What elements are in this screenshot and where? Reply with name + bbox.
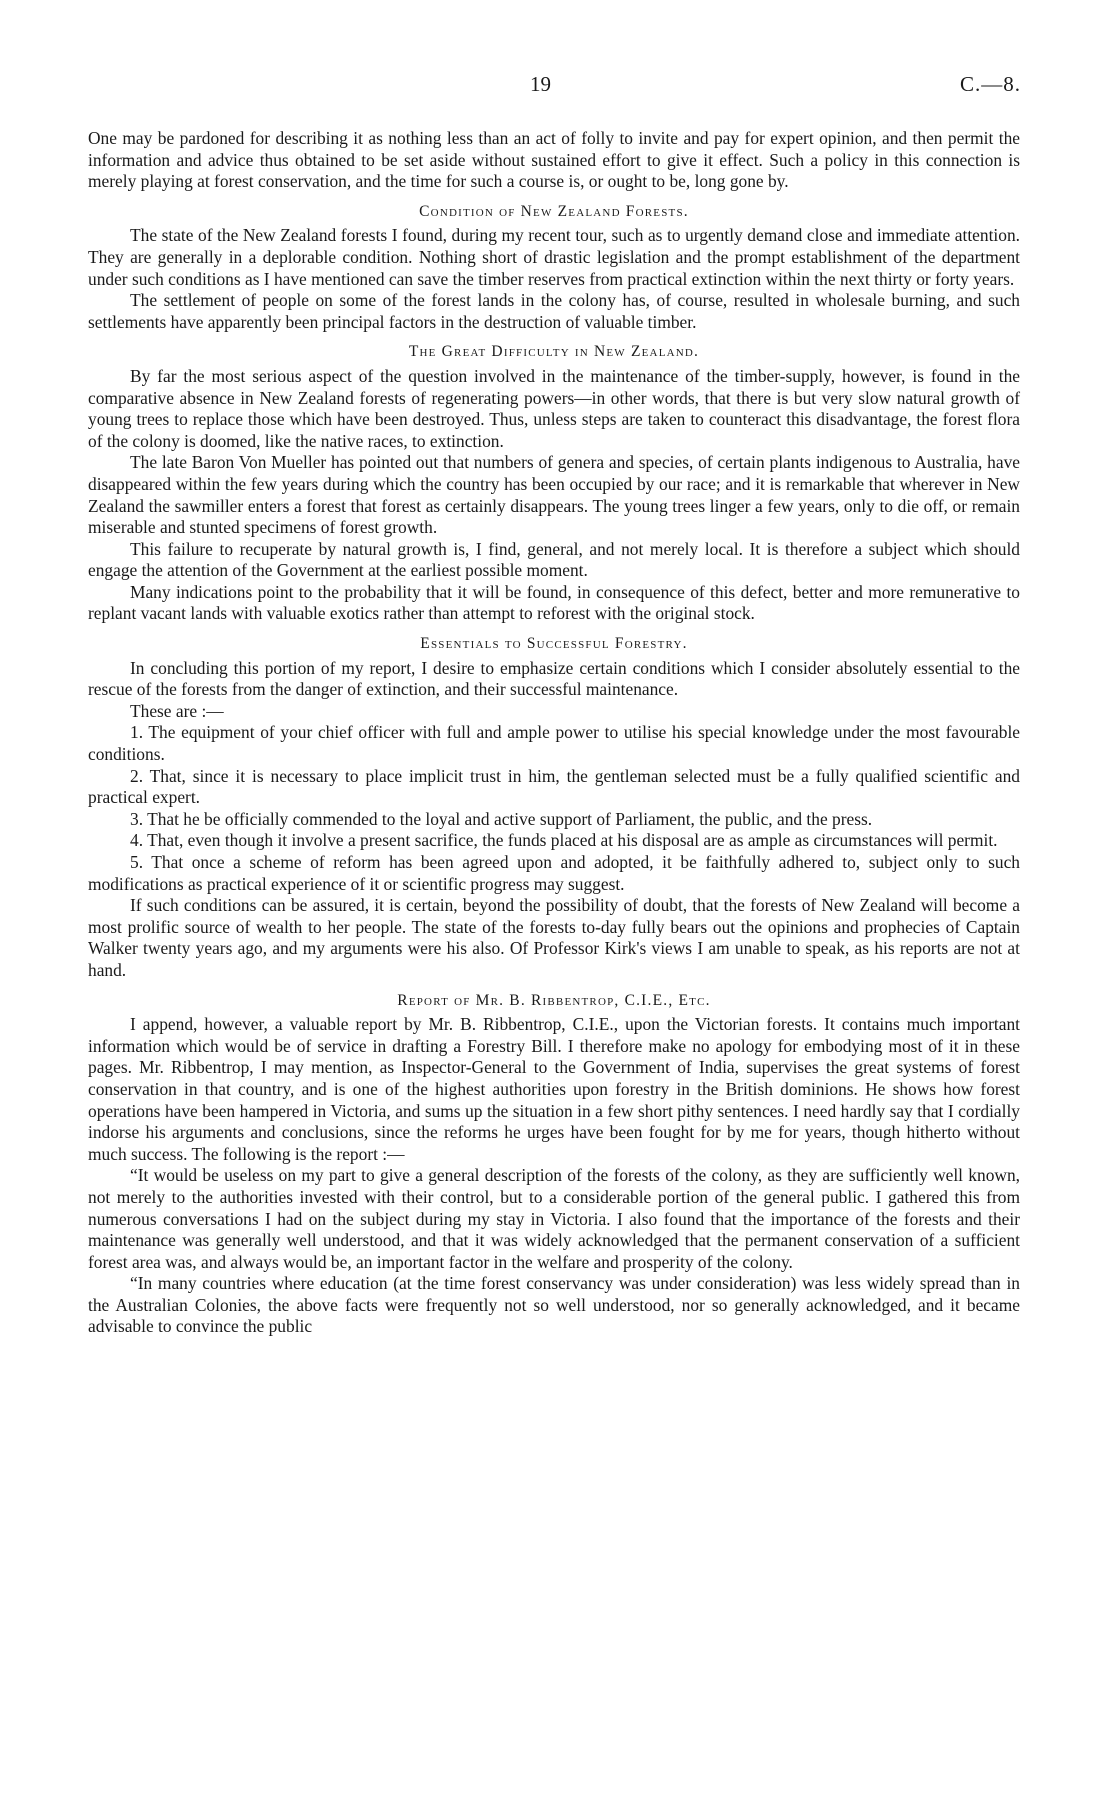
paragraph: One may be pardoned for describing it as nothing less than an act of folly to invite and pay for expert opinion, and then permit the information and advice thus obtained to be set aside without sustained effort to give it effect. Such a policy in this connection is merely playing at forest conservation, and the time for such a course is, or ought to be, long gone by. [88, 128, 1020, 192]
quoted-paragraph: “It would be useless on my part to give a general description of the forests of the colony, as they are sufficiently well known, not merely to the authorities invested with their control, but to a considerable portion of the general public. I gathered this from numerous conversations I had on the subject during my stay in Victoria. I also found that the importance of the forests and their maintenance was generally well understood, and that it was widely acknowledged that the permanent conservation of a sufficient forest area was, and always would be, an important factor in the welfare and prosperity of the colony. [88, 1165, 1020, 1272]
section-heading: Essentials to Successful Forestry. [420, 635, 688, 653]
section-heading: The Great Difficulty in New Zealand. [408, 343, 700, 361]
paragraph: Many indications point to the probability that it will be found, in consequence of this defect, better and more remunerative to replant vacant lands with valuable exotics rather than attempt to reforest with the original stock. [88, 581, 1020, 624]
paragraph: The settlement of people on some of the forest lands in the colony has, of course, resulted in wholesale burning, and such settlements have apparently been principal factors in the destruction of valuable timber. [88, 290, 1020, 332]
paragraph: These are :— [130, 700, 224, 721]
document-reference: C.—8. [959, 72, 1021, 96]
page-number: 19 [530, 72, 551, 96]
list-item: 2. That, since it is necessary to place implicit trust in him, the gentleman selected must be a fully qualified scientific and practical expert. [88, 765, 1020, 808]
list-item: 5. That once a scheme of reform has been agreed upon and adopted, it be faithfully adhered to, subject only to such modifications as practical experience of it or scientific progress may suggest. [88, 852, 1020, 894]
paragraph: If such conditions can be assured, it is certain, beyond the possibility of doubt, that the forests of New Zealand will become a most prolific source of wealth to her people. The state of the forests to-day fully bears out the opinions and prophecies of Captain Walker twenty years ago, and my arguments were his also. Of Professor Kirk's views I am unable to speak, as his reports are not at hand. [88, 895, 1020, 980]
section-heading: Report of Mr. B. Ribbentrop, C.I.E., Etc. [397, 991, 711, 1009]
quoted-paragraph: “In many countries where education (at the time forest conservancy was under consideration) was less widely spread than in the Australian Colonies, the above facts were frequently not so well understood, nor so generally acknowledged, and it became advisable to convince the public [88, 1273, 1020, 1337]
section-heading: Condition of New Zealand Forests. [419, 202, 689, 220]
paragraph: In concluding this portion of my report, I desire to emphasize certain conditions which I consider absolutely essential to the rescue of the forests from the danger of extinction, and their successful maintenance. [88, 657, 1020, 700]
list-item: 4. That, even though it involve a present sacrifice, the funds placed at his disposal are as ample as circumstances will permit. [130, 830, 998, 851]
paragraph: I append, however, a valuable report by Mr. B. Ribbentrop, C.I.E., upon the Victorian forests. It contains much important information which would be of service in drafting a Forestry Bill. I therefore make no apology for embodying most of it in these pages. Mr. Ribbentrop, I may mention, as Inspector-General to the Government of India, supervises the great systems of forest conservation in that country, and is one of the highest authorities upon forestry in the British dominions. He shows how forest operations have been hampered in Victoria, and sums up the situation in a few short pithy sentences. I need hardly say that I cordially indorse his arguments and conclusions, since the reforms he urges have been fought for by me for years, though hitherto without much success. The following is the report :— [88, 1014, 1020, 1164]
list-item: 3. That he be officially commended to the loyal and active support of Parliament, the public, and the press. [130, 808, 873, 829]
paragraph: By far the most serious aspect of the question involved in the maintenance of the timber-supply, however, is found in the comparative absence in New Zealand forests of regenerating powers—in other words, that there is but very slow natural growth of young trees to replace those which have been destroyed. Thus, unless steps are taken to counteract this disadvantage, the forest flora of the colony is doomed, like the native races, to extinction. [88, 365, 1020, 451]
paragraph: The state of the New Zealand forests I found, during my recent tour, such as to urgently demand close and immediate attention. They are generally in a deplorable condition. Nothing short of drastic legislation and the prompt establishment of the department under such conditions as I have mentioned can save the timber reserves from practical extinction within the next thirty or forty years. [88, 225, 1020, 289]
document-body [88, 128, 1020, 1338]
paragraph: This failure to recuperate by natural growth is, I find, general, and not merely local. It is therefore a subject which should engage the attention of the Government at the earliest possible moment. [88, 538, 1020, 581]
paragraph: The late Baron Von Mueller has pointed out that numbers of genera and species, of certain plants indigenous to Australia, have disappeared within the few years during which the country has been occupied by our race; and it is remarkable that wherever in New Zealand the sawmiller enters a forest that forest as certainly disappears. The young trees linger a few years, only to die off, or remain miserable and stunted specimens of forest growth. [88, 452, 1020, 538]
page-header [0, 72, 1114, 102]
list-item: 1. The equipment of your chief officer with full and ample power to utilise his special knowledge under the most favourable conditions. [88, 722, 1020, 765]
